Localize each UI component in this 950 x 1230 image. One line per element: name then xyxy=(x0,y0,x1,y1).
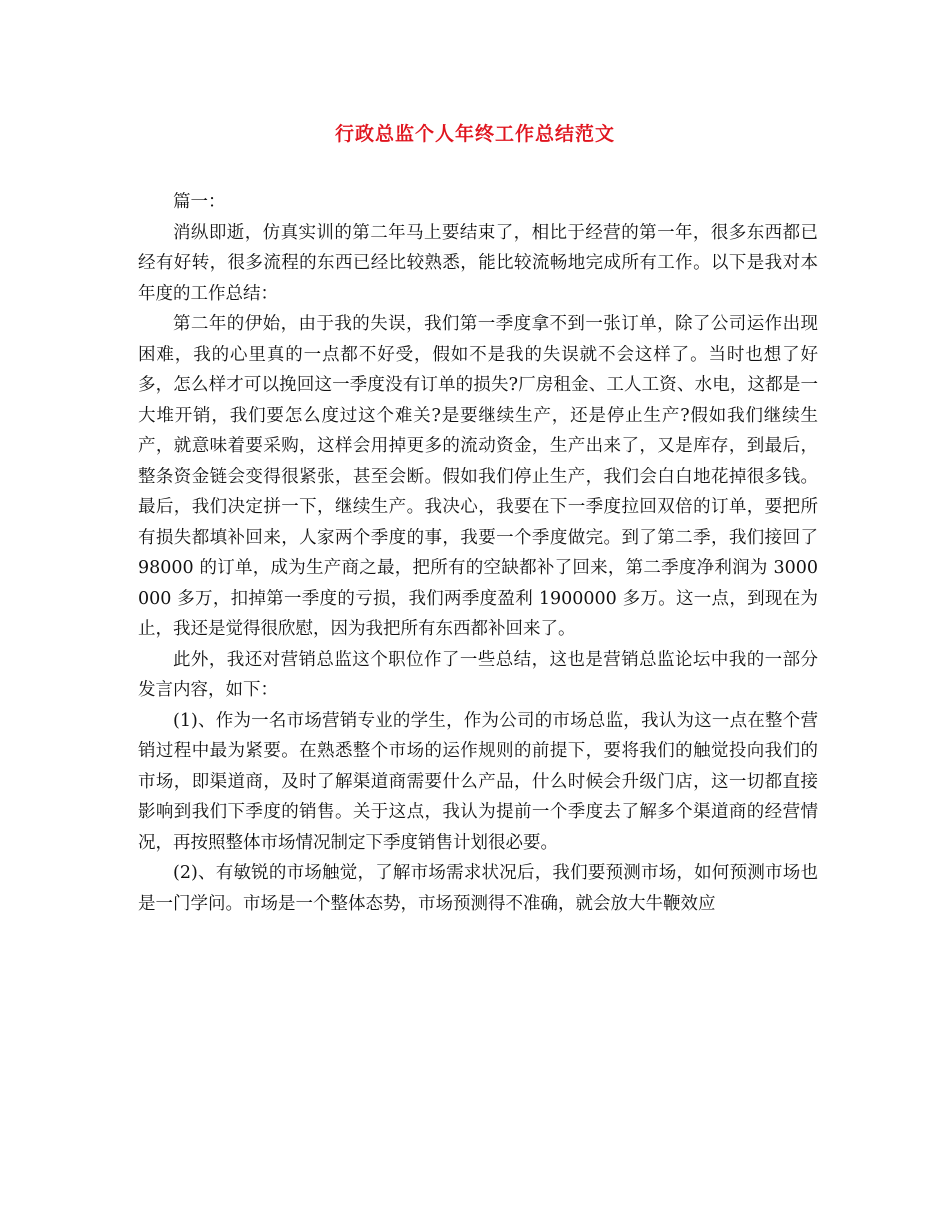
paragraph: 第二年的伊始，由于我的失误，我们第一季度拿不到一张订单，除了公司运作出现困难，我的心里真的一点都不好受，假如不是我的失误就不会这样了。当时也想了好多，怎么样才可以挽回这一季度没有订单的损失?厂房租金、工人工资、水电，这都是一大堆开销，我们要怎么度过这个难关?是要继续生产，还是停止生产?假如我们继续生产，就意味着要采购，这样会用掉更多的流动资金，生产出来了，又是库存，到最后，整条资金链会变得很紧张，甚至会断。假如我们停止生产，我们会白白地花掉很多钱。最后，我们决定拼一下，继续生产。我决心，我要在下一季度拉回双倍的订单，要把所有损失都填补回来，人家两个季度的事，我要一个季度做完。到了第二季，我们接回了 98000 的订单，成为生产商之最，把所有的空缺都补了回来，第二季度净利润为 3000000 多万，扣掉第一季度的亏损，我们两季度盈利 1900000 多万。这一点，到现在为止，我还是觉得很欣慰，因为我把所有东西都补回来了。 xyxy=(138,314,818,639)
paragraph: 消纵即逝，仿真实训的第二年马上要结束了，相比于经营的第一年，很多东西都已经有好转，很多流程的东西已经比较熟悉，能比较流畅地完成所有工作。以下是我对本年度的工作总结： xyxy=(138,222,818,304)
document-body xyxy=(138,187,818,919)
document-title: 行政总监个人年终工作总结范文 xyxy=(334,123,615,145)
paragraph: (2)、有敏锐的市场触觉，了解市场需求状况后，我们要预测市场，如何预测市场也是一门学问。市场是一个整体态势，市场预测得不准确，就会放大牛鞭效应 xyxy=(138,863,818,914)
paragraph-section-label: 篇一： xyxy=(173,192,226,212)
paragraph: (1)、作为一名市场营销专业的学生，作为公司的市场总监，我认为这一点在整个营销过程中最为紧要。在熟悉整个市场的运作规则的前提下，要将我们的触觉投向我们的市场，即渠道商，及时了解渠道商需要什么产品，什么时候会升级门店，这一切都直接影响到我们下季度的销售。关于这点，我认为提前一个季度去了解多个渠道商的经营情况，再按照整体市场情况制定下季度销售计划很必要。 xyxy=(138,710,818,853)
paragraph: 此外，我还对营销总监这个职位作了一些总结，这也是营销总监论坛中我的一部分发言内容，如下： xyxy=(138,649,818,700)
